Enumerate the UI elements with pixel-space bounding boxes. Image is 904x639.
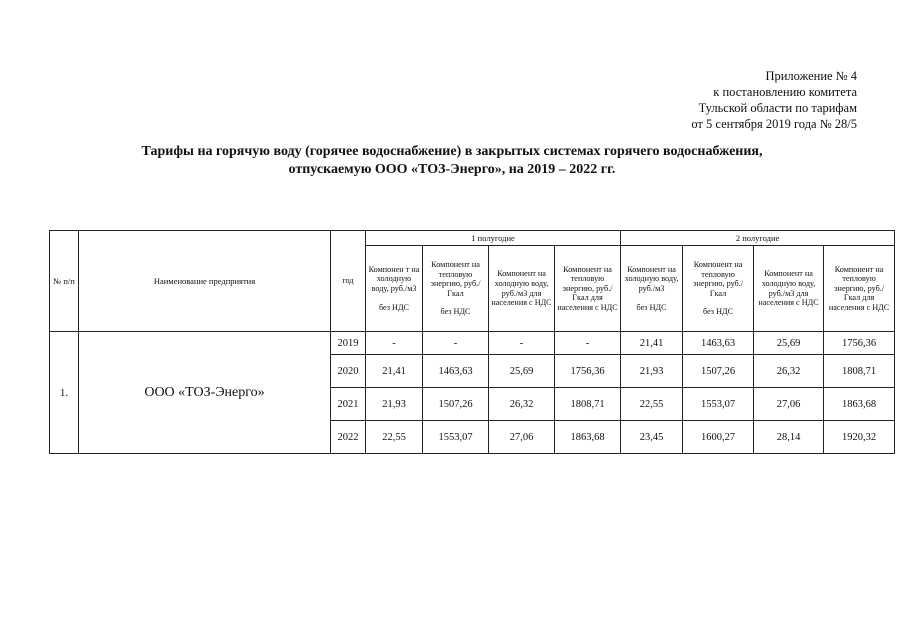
value-cell: - [489, 332, 555, 355]
header-label: Компонент на тепловую энергию, руб./Гкал для населения с НДС [557, 264, 618, 312]
header-label: Компонент на тепловую энергию, руб./Гкал [430, 260, 481, 298]
value-cell: 1808,71 [824, 355, 895, 388]
value-cell: 27,06 [754, 388, 824, 421]
value-cell: 21,41 [621, 332, 683, 355]
value-cell: 25,69 [489, 355, 555, 388]
value-cell: 27,06 [489, 421, 555, 454]
header-h2-heat-energy-population [824, 246, 895, 332]
value-cell: 1507,26 [683, 355, 754, 388]
header-h1-cold-water-population [489, 246, 555, 332]
value-cell: 1553,07 [423, 421, 489, 454]
appendix-reference [691, 68, 857, 132]
value-cell: 1920,32 [824, 421, 895, 454]
value-cell: - [423, 332, 489, 355]
header-label: Компонент на холодную воду, руб./м3 [624, 264, 679, 293]
appendix-line: к постановлению комитета [713, 85, 857, 99]
value-cell: 22,55 [366, 421, 423, 454]
appendix-line: от 5 сентября 2019 года № 28/5 [691, 117, 857, 131]
year-cell: 2019 [331, 332, 366, 355]
tariff-table [49, 230, 895, 454]
value-cell: 28,14 [754, 421, 824, 454]
value-cell: 1507,26 [423, 388, 489, 421]
value-cell: 1463,63 [423, 355, 489, 388]
value-cell: 1553,07 [683, 388, 754, 421]
year-cell: 2022 [331, 421, 366, 454]
value-cell: 1463,63 [683, 332, 754, 355]
value-cell: 1600,27 [683, 421, 754, 454]
appendix-line: Приложение № 4 [765, 69, 857, 83]
table-row [50, 332, 895, 355]
header-year: год [331, 231, 366, 332]
value-cell: 26,32 [754, 355, 824, 388]
header-h2-cold-water-population [754, 246, 824, 332]
header-h2-heat-energy [683, 246, 754, 332]
value-cell: - [366, 332, 423, 355]
header-label: Компонен т на холодную воду, руб./м3 [368, 264, 420, 293]
value-cell: 1756,36 [555, 355, 621, 388]
value-cell: 26,32 [489, 388, 555, 421]
header-half-2: 2 полугодие [621, 231, 895, 246]
document-title [40, 143, 864, 179]
header-h1-heat-energy-population [555, 246, 621, 332]
header-label: Компонент на холодную воду, руб./м3 для населения с НДС [491, 269, 552, 308]
value-cell: 1863,68 [824, 388, 895, 421]
year-cell: 2021 [331, 388, 366, 421]
header-note: без НДС [703, 307, 734, 317]
value-cell: 21,41 [366, 355, 423, 388]
value-cell: 22,55 [621, 388, 683, 421]
header-company-name: Наименование предприятия [79, 231, 331, 332]
year-cell: 2020 [331, 355, 366, 388]
value-cell: 1863,68 [555, 421, 621, 454]
value-cell: - [555, 332, 621, 355]
value-cell: 25,69 [754, 332, 824, 355]
header-label: Компонент на тепловую энергию, руб./Гкал [693, 260, 744, 298]
value-cell: 21,93 [366, 388, 423, 421]
value-cell: 1756,36 [824, 332, 895, 355]
row-number: 1. [50, 332, 79, 454]
header-h2-cold-water [621, 246, 683, 332]
value-cell: 23,45 [621, 421, 683, 454]
header-note: без НДС [636, 302, 667, 312]
title-line-2: отпускаемую ООО «ТОЗ-Энерго», на 2019 – 2022 гг. [288, 162, 616, 177]
header-note: без НДС [378, 302, 410, 312]
header-number: № п/п [50, 231, 79, 332]
header-h1-heat-energy [423, 246, 489, 332]
appendix-line: Тульской области по тарифам [698, 101, 857, 115]
value-cell: 21,93 [621, 355, 683, 388]
title-line-1: Тарифы на горячую воду (горячее водоснабжение) в закрытых системах горячего водоснабжения, [141, 144, 763, 159]
header-half-1: 1 полугодие [366, 231, 621, 246]
header-label: Компонент на холодную воду, руб./м3 для населения с НДС [758, 269, 819, 308]
value-cell: 1808,71 [555, 388, 621, 421]
company-name: ООО «ТОЗ-Энерго» [79, 332, 331, 454]
header-h1-cold-water [366, 246, 423, 332]
header-note: без НДС [440, 307, 471, 317]
header-label: Компонент на тепловую энергию, руб./Гкал для населения с НДС [828, 264, 890, 312]
